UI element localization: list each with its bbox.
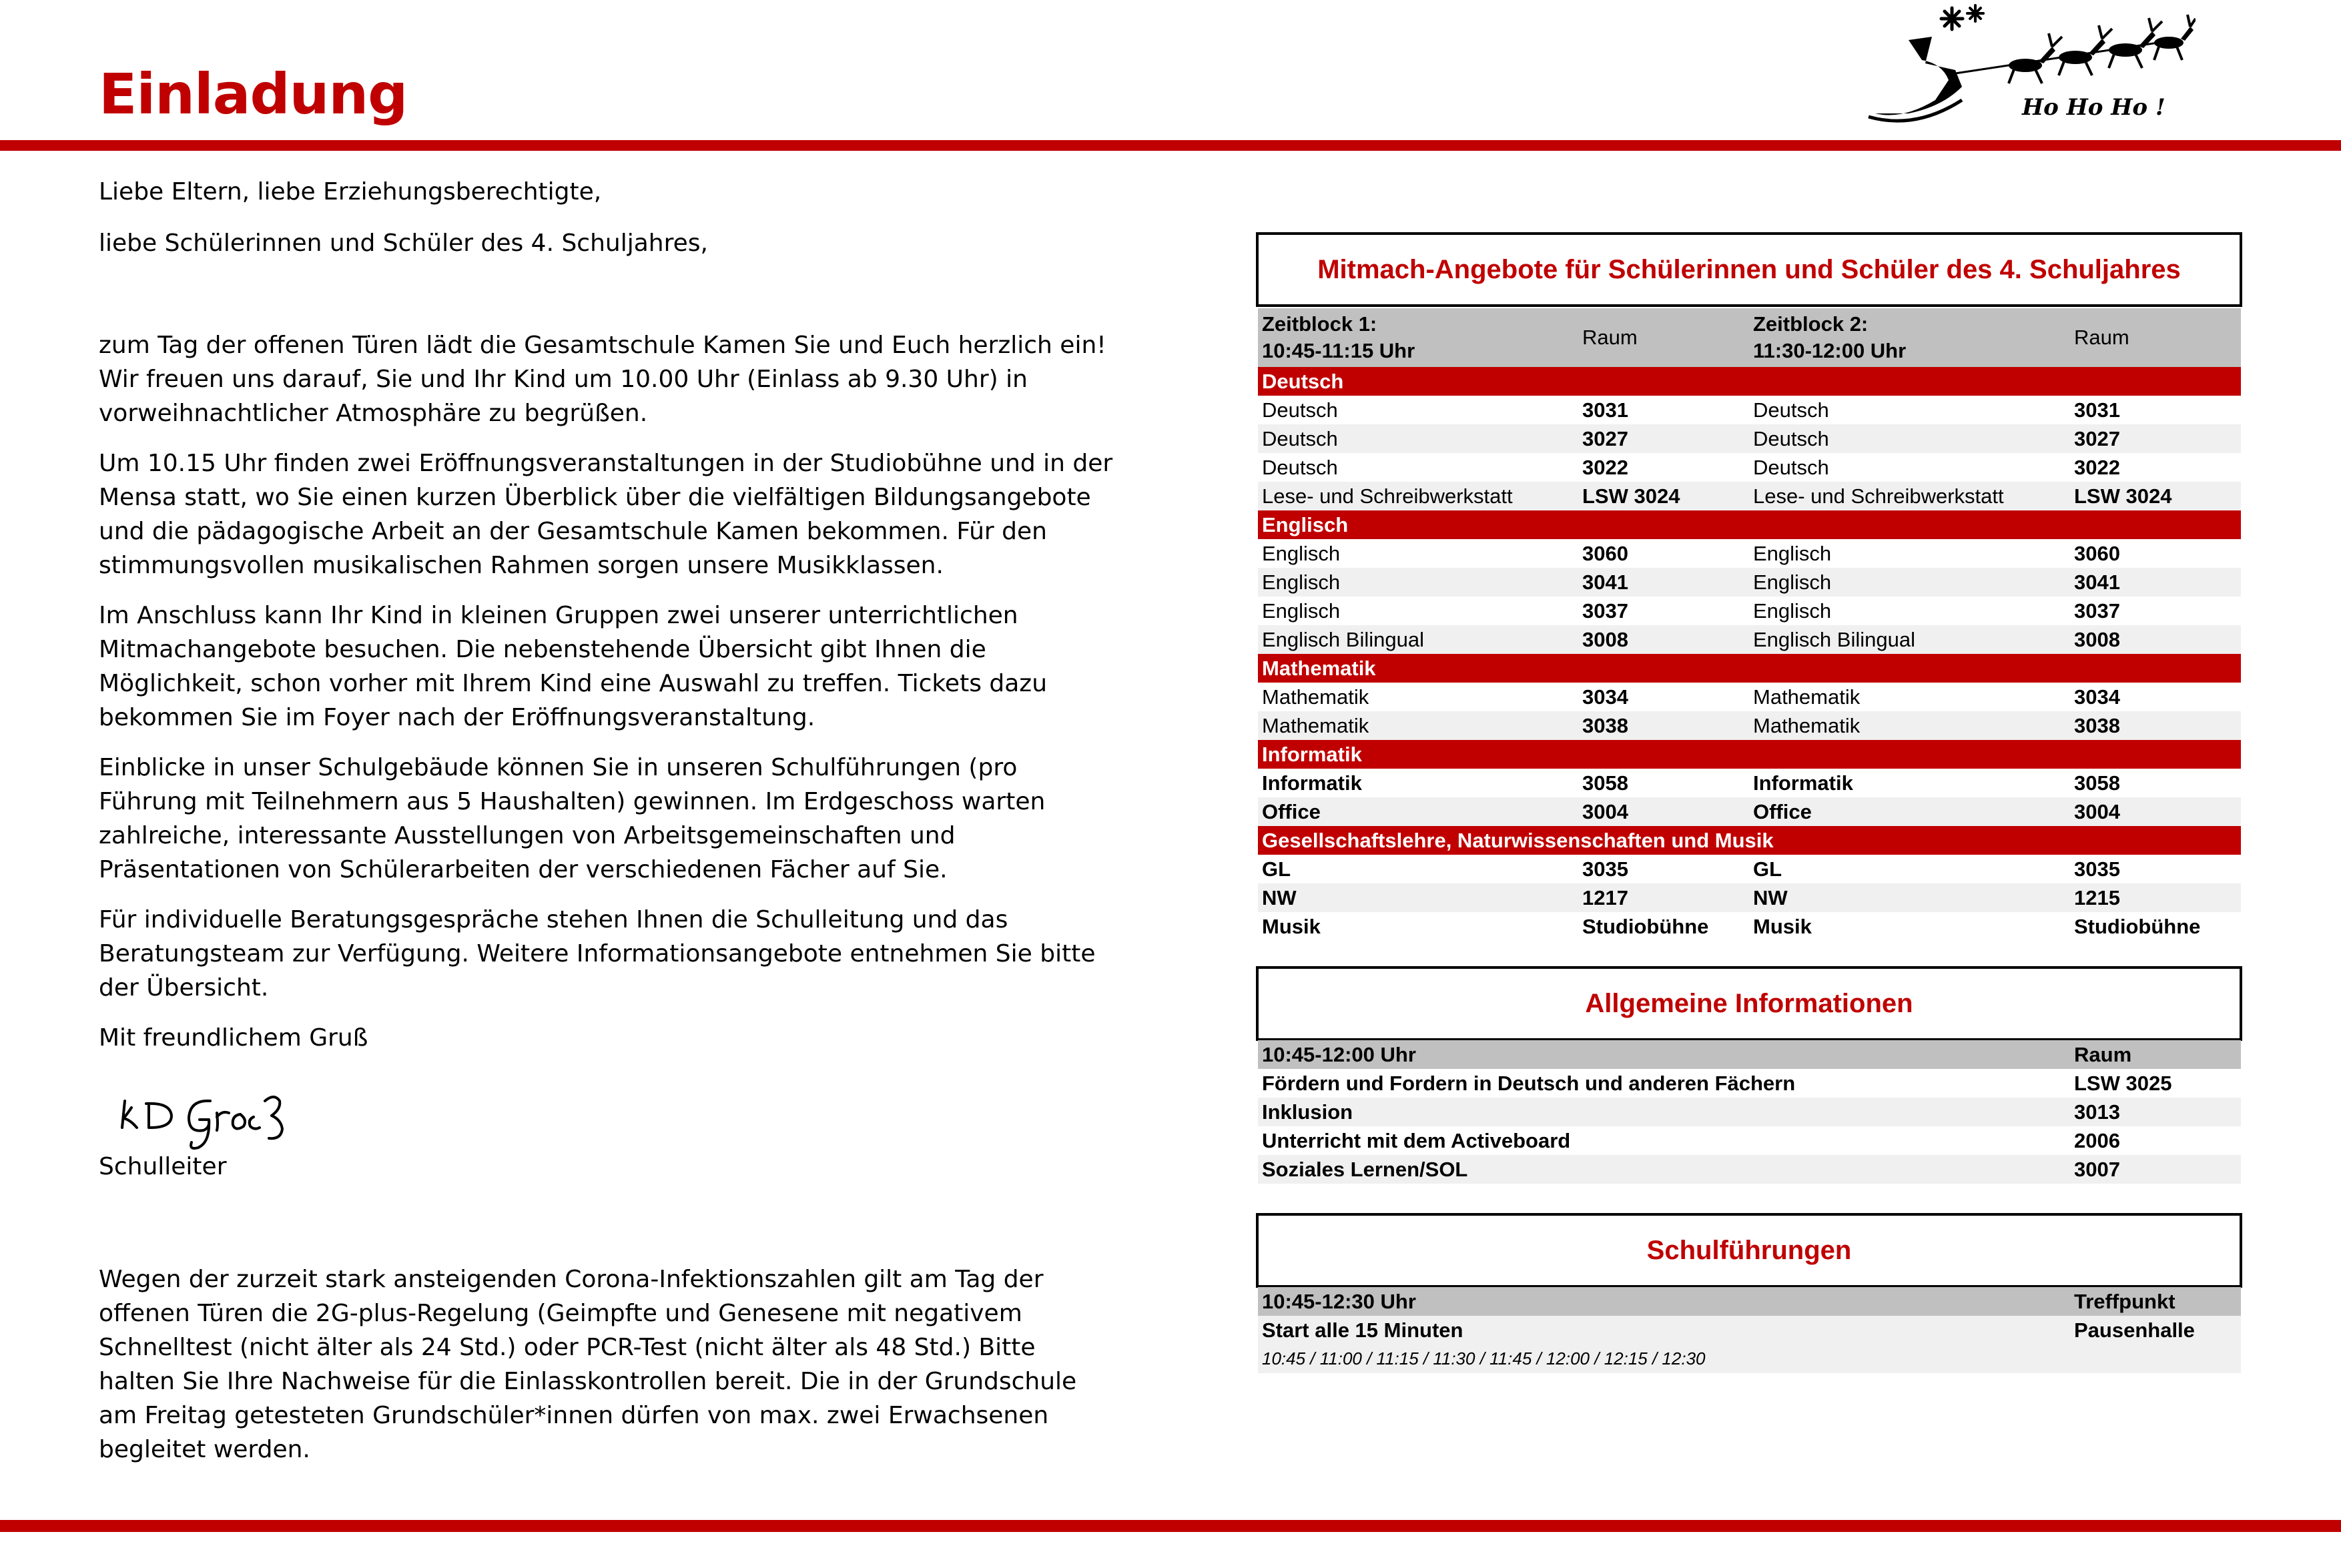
- logo-text: Ho Ho Ho !: [2022, 94, 2165, 121]
- bottom-divider: [0, 1520, 2341, 1532]
- offer-block-2: Englisch: [1753, 599, 1832, 623]
- fuehrungen-times: 10:45 / 11:00 / 11:15 / 11:30 / 11:45 / 12:00 / 12:15 / 12:30: [1258, 1344, 2241, 1373]
- offer-row: [1258, 424, 2241, 453]
- offer-row: [1258, 912, 2241, 941]
- offer-block-1: Mathematik: [1262, 685, 1369, 709]
- offer-block-1: Office: [1258, 797, 1578, 826]
- fuehrungen-place-header: Treffpunkt: [2070, 1287, 2241, 1316]
- offer-row: [1258, 597, 2241, 625]
- allgemein-header-row: [1258, 1040, 2241, 1069]
- fuehrungen-heading: Schulführungen: [1646, 1235, 1852, 1265]
- room-block-2: Studiobühne: [2074, 915, 2201, 938]
- greeting-2: liebe Schülerinnen und Schüler des 4. Schuljahres,: [99, 230, 708, 257]
- room-block-2: 3035: [2074, 857, 2120, 881]
- room-block-1: 3034: [1582, 685, 1628, 709]
- offer-block-2: Informatik: [1753, 771, 1853, 795]
- room-block-2: 3031: [2074, 398, 2120, 422]
- offer-row: [1258, 683, 2241, 711]
- offer-block-2: Deutsch: [1749, 424, 2070, 453]
- zeitblock-1-header: [1258, 308, 1578, 367]
- room-2-header: Raum: [2070, 308, 2241, 367]
- fuehrungen-place: Pausenhalle: [2070, 1316, 2241, 1344]
- category-row: [1258, 367, 2241, 396]
- offer-block-1: Deutsch: [1262, 456, 1338, 479]
- offer-row: [1258, 625, 2241, 654]
- zeitblock-1-header-line2: 10:45-11:15 Uhr: [1262, 339, 1415, 362]
- santa-sleigh-logo: [1862, 0, 2196, 133]
- info-row: [1258, 1155, 2241, 1184]
- room-block-2: 3041: [2070, 568, 2241, 597]
- paragraph-4: Einblicke in unser Schulgebäude können Sie in unseren Schulführungen (pro Führung mit Teilnehmern aus 5 Haushalten) gewinnen. Im Erdgeschoss warten zahlreiche, interessante Ausstellungen von Arbeitsgemeinschaften und Präsentationen von Schülerarbeiten der verschiedenen Fächer auf Sie.: [99, 754, 1046, 883]
- room-block-2: 3008: [2070, 625, 2241, 654]
- allgemein-room-header: Raum: [2070, 1040, 2241, 1069]
- room-block-2: 3038: [2070, 711, 2241, 740]
- room-block-2: LSW 3024: [2070, 482, 2241, 510]
- offer-block-2: NW: [1749, 883, 2070, 912]
- fuehrungen-start: Start alle 15 Minuten: [1258, 1316, 2070, 1344]
- offer-row: [1258, 883, 2241, 912]
- info-room: 2006: [2074, 1129, 2120, 1152]
- offer-block-2: Englisch: [1753, 542, 1832, 565]
- signer-role: Schulleiter: [99, 1153, 227, 1180]
- room-block-2: 3060: [2074, 542, 2120, 565]
- paragraph-3: Im Anschluss kann Ihr Kind in kleinen Gruppen zwei unserer unterrichtlichen Mitmachangebote besuchen. Die nebenstehende Übersicht gibt Ihnen die Möglichkeit, schon vorher mit Ihrem Kind eine Auswahl zu treffen. Tickets dazu bekommen Sie im Foyer nach der Eröffnungsveranstaltung.: [99, 602, 1048, 731]
- info-room: 3013: [2070, 1098, 2241, 1126]
- offer-row: [1258, 797, 2241, 826]
- info-topic: Fördern und Fordern in Deutsch und anderen Fächern: [1262, 1072, 1796, 1095]
- room-block-2: 3058: [2074, 771, 2120, 795]
- page-title: Einladung: [99, 61, 408, 127]
- paragraph-2: Um 10.15 Uhr finden zwei Eröffnungsveranstaltungen in der Studiobühne und in der Mensa statt, wo Sie einen kurzen Überblick über die vielfältigen Bildungsangebote und die pädagogische Arbeit an der Gesamtschule Kamen bekommen. Für den stimmungsvollen musikalischen Rahmen sorgen unsere Musikklassen.: [99, 450, 1113, 579]
- offer-block-1: NW: [1258, 883, 1578, 912]
- category-row: [1258, 654, 2241, 683]
- offer-block-2: Mathematik: [1749, 711, 2070, 740]
- closing: Mit freundlichem Gruß: [99, 1024, 368, 1052]
- room-block-1: 3035: [1582, 857, 1628, 881]
- offer-block-2: Lese- und Schreibwerkstatt: [1749, 482, 2070, 510]
- mitmach-table: [1258, 308, 2241, 941]
- info-room: LSW 3025: [2074, 1072, 2172, 1095]
- room-block-1: 3060: [1582, 542, 1628, 565]
- paragraph-corona: Wegen der zurzeit stark ansteigenden Corona-Infektionszahlen gilt am Tag der offenen Türen die 2G-plus-Regelung (Geimpfte und Genesene mit negativem Schnelltest (nicht älter als 24 Std.) oder PCR-Test (nicht älter als 48 Std.) Bitte halten Sie Ihre Nachweise für die Einlasskontrollen bereit. Die in der Grundschule am Freitag getesteten Grundschüler*innen dürfen von max. zwei Erwachsenen begleitet werden.: [99, 1266, 1077, 1463]
- offer-block-1: Informatik: [1262, 771, 1362, 795]
- info-room: 3007: [2070, 1155, 2241, 1184]
- offer-row: [1258, 396, 2241, 424]
- paragraph-1: zum Tag der offenen Türen lädt die Gesamtschule Kamen Sie und Euch herzlich ein! Wir freuen uns darauf, Sie und Ihr Kind um 10.00 Uhr (Einlass ab 9.30 Uhr) in vorweihnachtlicher Atmosphäre zu begrüßen.: [99, 332, 1106, 427]
- offer-block-1: Englisch Bilingual: [1258, 625, 1578, 654]
- signature-image: [117, 1081, 330, 1154]
- allgemein-table: [1258, 1040, 2241, 1184]
- zeitblock-2-header-line2: 11:30-12:00 Uhr: [1753, 339, 1907, 362]
- offer-block-1: Englisch: [1262, 599, 1341, 623]
- top-divider: [0, 140, 2341, 151]
- zeitblock-2-header-line1: Zeitblock 2:: [1753, 312, 1869, 336]
- info-topic: Inklusion: [1258, 1098, 2070, 1126]
- category-label: Deutsch: [1258, 367, 2241, 396]
- offer-block-1: Lese- und Schreibwerkstatt: [1258, 482, 1578, 510]
- zeitblock-2-header: [1749, 308, 2070, 367]
- room-block-2: 3037: [2074, 599, 2120, 623]
- fuehrungen-header-row: [1258, 1287, 2241, 1316]
- room-block-1: 3041: [1578, 568, 1749, 597]
- allgemein-heading: Allgemeine Informationen: [1585, 988, 1913, 1018]
- greeting-1: Liebe Eltern, liebe Erziehungsberechtigte,: [99, 178, 602, 206]
- offer-block-2: Deutsch: [1753, 456, 1829, 479]
- room-block-1: 3038: [1578, 711, 1749, 740]
- offer-block-2: Office: [1749, 797, 2070, 826]
- room-block-1: 3058: [1582, 771, 1628, 795]
- offer-row: [1258, 769, 2241, 797]
- offer-block-1: Mathematik: [1258, 711, 1578, 740]
- room-block-1: LSW 3024: [1578, 482, 1749, 510]
- category-row: [1258, 740, 2241, 769]
- room-block-2: 1215: [2070, 883, 2241, 912]
- fuehrungen-time-header: 10:45-12:30 Uhr: [1258, 1287, 2070, 1316]
- info-topic: Soziales Lernen/SOL: [1258, 1155, 2070, 1184]
- offer-row: [1258, 539, 2241, 568]
- offer-block-1: Deutsch: [1258, 424, 1578, 453]
- room-block-1: 3027: [1578, 424, 1749, 453]
- info-row: [1258, 1126, 2241, 1155]
- paragraph-5: Für individuelle Beratungsgespräche stehen Ihnen die Schulleitung und das Beratungsteam zur Verfügung. Weitere Informationsangebote entnehmen Sie bitte der Übersicht.: [99, 906, 1096, 1002]
- offer-block-2: GL: [1753, 857, 1782, 881]
- room-block-2: 3027: [2070, 424, 2241, 453]
- offer-block-1: GL: [1262, 857, 1291, 881]
- mitmach-heading: Mitmach-Angebote für Schülerinnen und Schüler des 4. Schuljahres: [1317, 254, 2181, 284]
- category-label: Informatik: [1258, 740, 2241, 769]
- offer-row: [1258, 568, 2241, 597]
- mitmach-heading-box: [1256, 232, 2242, 307]
- fuehrungen-table: [1258, 1287, 2241, 1373]
- offer-row: [1258, 453, 2241, 482]
- room-block-2: 3034: [2074, 685, 2120, 709]
- offer-block-1: Englisch: [1262, 542, 1341, 565]
- offer-row: [1258, 711, 2241, 740]
- fuehrungen-row: [1258, 1316, 2241, 1344]
- fuehrungen-heading-box: [1256, 1213, 2242, 1288]
- info-topic: Unterricht mit dem Activeboard: [1262, 1129, 1571, 1152]
- room-block-1: 3037: [1582, 599, 1628, 623]
- room-1-header: Raum: [1578, 308, 1749, 367]
- offer-block-2: Englisch: [1749, 568, 2070, 597]
- room-block-2: 3022: [2074, 456, 2120, 479]
- room-block-1: 1217: [1578, 883, 1749, 912]
- offer-block-1: Englisch: [1258, 568, 1578, 597]
- category-label: Englisch: [1258, 510, 2241, 539]
- room-block-2: 3004: [2070, 797, 2241, 826]
- offer-block-2: Englisch Bilingual: [1749, 625, 2070, 654]
- offer-block-1: Deutsch: [1262, 398, 1338, 422]
- info-row: [1258, 1098, 2241, 1126]
- zeitblock-1-header-line1: Zeitblock 1:: [1262, 312, 1377, 336]
- room-block-1: 3022: [1582, 456, 1628, 479]
- offer-block-2: Deutsch: [1753, 398, 1829, 422]
- category-row: [1258, 510, 2241, 539]
- room-block-1: Studiobühne: [1582, 915, 1709, 938]
- fuehrungen-times-row: [1258, 1344, 2241, 1373]
- offer-block-1: Musik: [1262, 915, 1321, 938]
- letter-body: [99, 175, 1113, 1467]
- room-block-1: 3008: [1578, 625, 1749, 654]
- category-label: Gesellschaftslehre, Naturwissenschaften und Musik: [1258, 826, 2241, 855]
- room-block-1: 3031: [1582, 398, 1628, 422]
- category-label: Mathematik: [1258, 654, 2241, 683]
- offer-row: [1258, 482, 2241, 510]
- offer-block-2: Musik: [1753, 915, 1812, 938]
- allgemein-time-header: 10:45-12:00 Uhr: [1258, 1040, 2070, 1069]
- allgemein-heading-box: [1256, 966, 2242, 1041]
- mitmach-header-row: [1258, 308, 2241, 367]
- info-row: [1258, 1069, 2241, 1098]
- offer-block-2: Mathematik: [1753, 685, 1861, 709]
- room-block-1: 3004: [1578, 797, 1749, 826]
- offer-row: [1258, 855, 2241, 883]
- category-row: [1258, 826, 2241, 855]
